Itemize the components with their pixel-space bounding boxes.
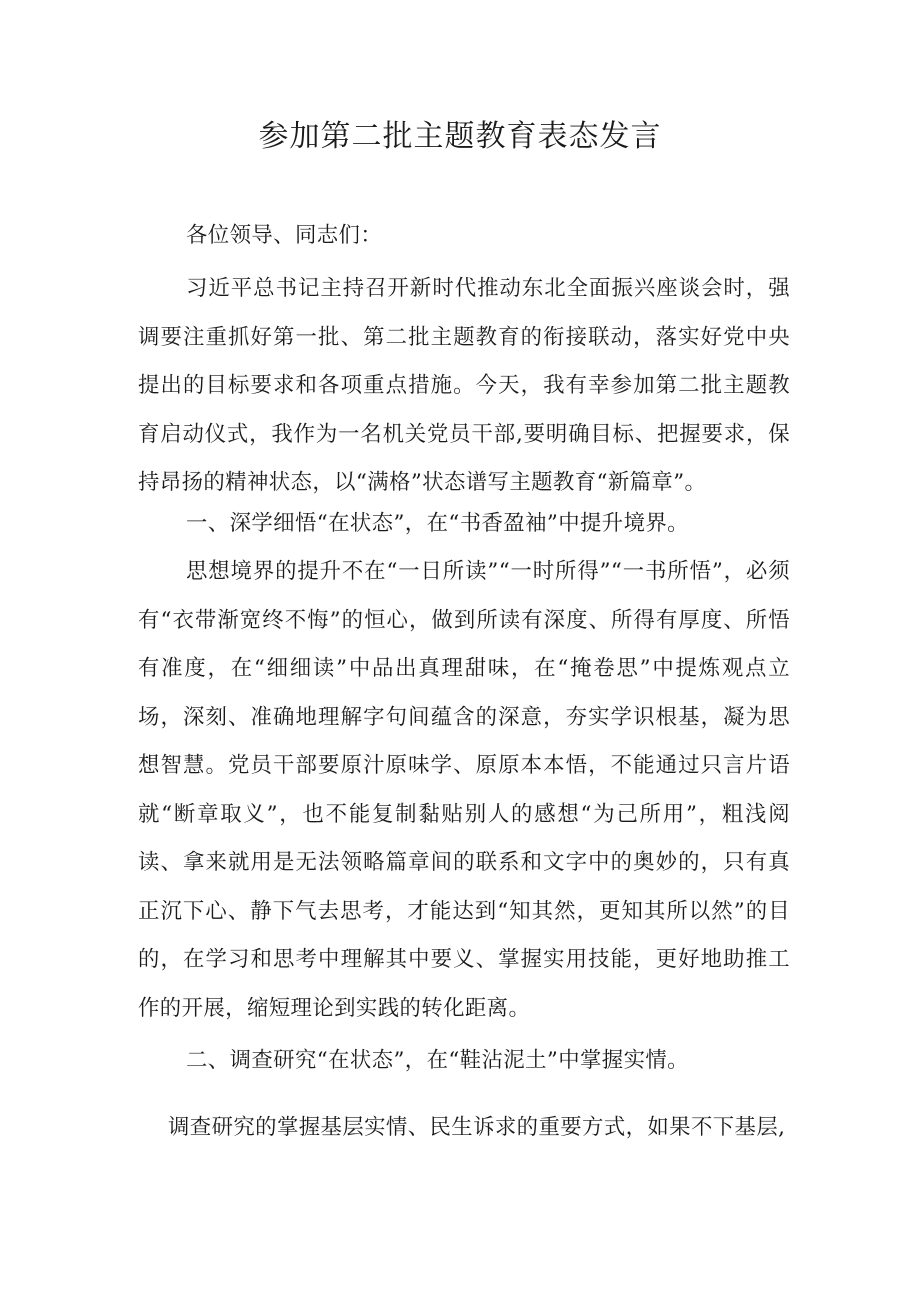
section-1-paragraph: 思想境界的提升不在“一日所读”“一时所得”“一书所悟”，必须有“衣带渐宽终不悔”的恒心，做到所读有深度、所得有厚度、所悟有准度，在“细细读”中品出真理甜味，在“掩卷思”中提炼观点立场，深刻、准确地理解字句间蕴含的深意，夯实学识根基，凝为思想智慧。党员干部要原汁原味学、原原本本悟，不能通过只言片语就“断章取义”，也不能复制黏贴别人的感想“为己所用”，粗浅阅读、拿来就用是无法领略篇章间的联系和文字中的奥妙的，只有真正沉下心、静下气去思考，才能达到“知其然，更知其所以然”的目的，在学习和思考中理解其中要义、掌握实用技能，更好地助推工作的开展，缩短理论到实践的转化距离。 [138, 559, 790, 1021]
section-heading-2: 二、调查研究“在状态”，在“鞋沾泥土”中掌握实情。 [186, 1048, 689, 1073]
document-title: 参加第二批主题教育表态发言 [258, 119, 662, 154]
salutation: 各位领导、同志们： [186, 223, 383, 248]
section-heading-1: 一、深学细悟“在状态”，在“书香盈袖”中提升境界。 [186, 511, 689, 536]
paragraph-intro: 习近平总书记主持召开新时代推动东北全面振兴座谈会时，强调要注重抓好第一批、第二批主题教育的衔接联动，落实好党中央提出的目标要求和各项重点措施。今天，我有幸参加第二批主题教育启动仪式，我作为一名机关党员干部,要明确目标、把握要求，保持昂扬的精神状态，以“满格”状态谱写主题教育“新篇章”。 [138, 276, 790, 495]
section-2-paragraph: 调查研究的掌握基层实情、民生诉求的重要方式，如果不下基层, [168, 1115, 786, 1140]
